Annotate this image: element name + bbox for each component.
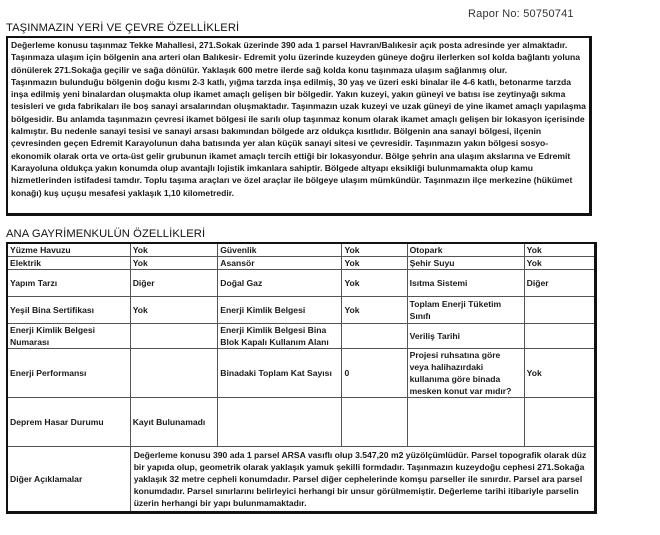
cell-value (524, 398, 595, 447)
cell-value: Diğer (524, 270, 595, 297)
cell-value (342, 398, 407, 447)
cell-label: Toplam Enerji Tüketim Sınıfı (407, 297, 524, 324)
cell-value: Diğer (130, 270, 218, 297)
cell-value: Yok (342, 270, 407, 297)
cell-value: Kayıt Bulunamadı (130, 398, 218, 447)
cell-label: Enerji Kimlik Belgesi Numarası (7, 324, 130, 349)
cell-label: Projesi ruhsatına göre veya halihazırdaki kullanıma göre binada mesken konut var mıdır? (407, 349, 524, 398)
location-description-box (6, 36, 592, 216)
cell-value: 0 (342, 349, 407, 398)
cell-label: Binadaki Toplam Kat Sayısı (218, 349, 342, 398)
cell-value: Yok (524, 349, 595, 398)
table-row (7, 257, 596, 270)
cell-label: Elektrik (7, 257, 130, 270)
cell-value: Yok (524, 243, 595, 257)
location-paragraph-region: Taşınmazın bulunduğu bölgenin doğu kısmı 2-3 katlı, yığma tarzda inşa edilmiş, 30 yaş ve üzeri eski binalar ile 4-6 katlı, betonarme tarzda inşa edilmiş yeni binalardan oluşmakta olup ikamet amaçlı gelişen bir bölgedir. Yakın kuzeyi, yakın güneyi ve batısı ise zeytinyağı sıkma tesisleri ve gıda fabrikaları ile boş sanayi arsalarından oluşmaktadır. Taşınmazın uzak kuzeyi ve uzak güneyi de yine ikamet amaçlı yapılaşma bölgesidir. Bu anlamda taşınmazın çevresi ikamet bölgesi ile sarılı olup taşınmaz konum olarak ikamet amaçlı gelişen bir lokasyon içerisinde kalmıştır. Bu nedenle sanayi tesisi ve sanayi arsası bakımından bölgede arz oldukça kısıtlıdır. Bölgenin ana sanayi bölgesi, ilçenin çevresinden geçen Edremit Karayolunun daha batısında yer alan küçük sanayi sitesi ve çevresidir. Taşınmazın yakın bölgesi sosyo-ekonomik olarak orta ve orta-üst gelir grubunun ikamet amaçlı tercih ettiği bir lokasyondur. Bölge şehrin ana ulaşım akslarına ve Edremit Karayoluna oldukça yakın konumda olup avantajlı lojistik imkanlara sahiptir. Bölgede altyapı eksikliği bulunmamakta olup kamu hizmetlerinden istifadesi tamdır. Toplu taşıma araçları ve özel araçlar ile bölgeye ulaşım mümkündür. Taşınmazın ilçe merkezine (hükümet konağı) kuş uçuşu mesafesi yaklaşık 1,10 kilometredir. (11, 76, 586, 198)
table-row (7, 243, 596, 257)
cell-label: Yeşil Bina Sertifikası (7, 297, 130, 324)
cell-label: Enerji Kimlik Belgesi (218, 297, 342, 324)
cell-label: Yapım Tarzı (7, 270, 130, 297)
cell-value: Yok (130, 257, 218, 270)
cell-label: Enerji Kimlik Belgesi Bina Blok Kapalı Kullanım Alanı (218, 324, 342, 349)
table-row (7, 270, 596, 297)
section-title-location: TAŞINMAZIN YERİ VE ÇEVRE ÖZELLİKLERİ (6, 22, 240, 34)
table-row (7, 297, 596, 324)
cell-value: Yok (524, 257, 595, 270)
table-row-other-notes (7, 447, 596, 513)
property-features-table (6, 242, 597, 514)
cell-value: Yok (130, 243, 218, 257)
cell-label: Isıtma Sistemi (407, 270, 524, 297)
cell-label: Otopark (407, 243, 524, 257)
table-row (7, 398, 596, 447)
cell-value (130, 324, 218, 349)
cell-label: Şehir Suyu (407, 257, 524, 270)
section-title-properties: ANA GAYRİMENKULÜN ÖZELLİKLERİ (6, 228, 206, 240)
cell-value: Yok (342, 257, 407, 270)
cell-label: Güvenlik (218, 243, 342, 257)
table-row (7, 324, 596, 349)
cell-value (130, 349, 218, 398)
cell-label: Doğal Gaz (218, 270, 342, 297)
cell-label (407, 398, 524, 447)
other-notes-text: Değerleme konusu 390 ada 1 parsel ARSA vasıflı olup 3.547,20 m2 yüzölçümlüdür. Parsel topografik olarak düz bir yapıda olup, geometrik olarak yaklaşık yamuk şekilli formdadır. Taşınmazın kuzeydoğu cephesi 271.Sokağa yaklaşık 32 metre cepheli konumdadır. Parsel diğer cephelerinde komşu parseller ile sınırdır. Parsel ara parsel konumdadır. Parsel sınırlarını belirleyici herhangi bir unsur görülmemiştir. Değerleme tarihi itibariyle parselin üzerin herhangi bir yapı bulunmamaktadır. (130, 447, 595, 513)
cell-label (218, 398, 342, 447)
cell-value (342, 324, 407, 349)
location-paragraph-access: Değerleme konusu taşınmaz Tekke Mahallesi, 271.Sokak üzerinde 390 ada 1 parsel Havran/Balıkesir açık posta adresinde yer almaktadır. Taşınmaza ulaşım için bölgenin ana arteri olan Balıkesir- Edremit yolu üzerinde kuzeyden güneye doğru ilerlerken sol kolda bağlantı yoluna dönülerek 271.Sokağa geçilir ve sağa dönülür. Yaklaşık 600 metre ilerde sağ kolda konu taşınmaza ulaşım sağlanmış olur. (11, 40, 581, 75)
cell-label: Veriliş Tarihi (407, 324, 524, 349)
cell-value: Yok (342, 243, 407, 257)
table-row (7, 349, 596, 398)
cell-label: Yüzme Havuzu (7, 243, 130, 257)
cell-label: Diğer Açıklamalar (7, 447, 130, 513)
report-number: Rapor No: 50750741 (468, 8, 574, 20)
cell-label: Asansör (218, 257, 342, 270)
cell-value (524, 324, 595, 349)
cell-value (524, 297, 595, 324)
cell-value: Yok (130, 297, 218, 324)
cell-label: Deprem Hasar Durumu (7, 398, 130, 447)
cell-label: Enerji Performansı (7, 349, 130, 398)
cell-value: Yok (342, 297, 407, 324)
